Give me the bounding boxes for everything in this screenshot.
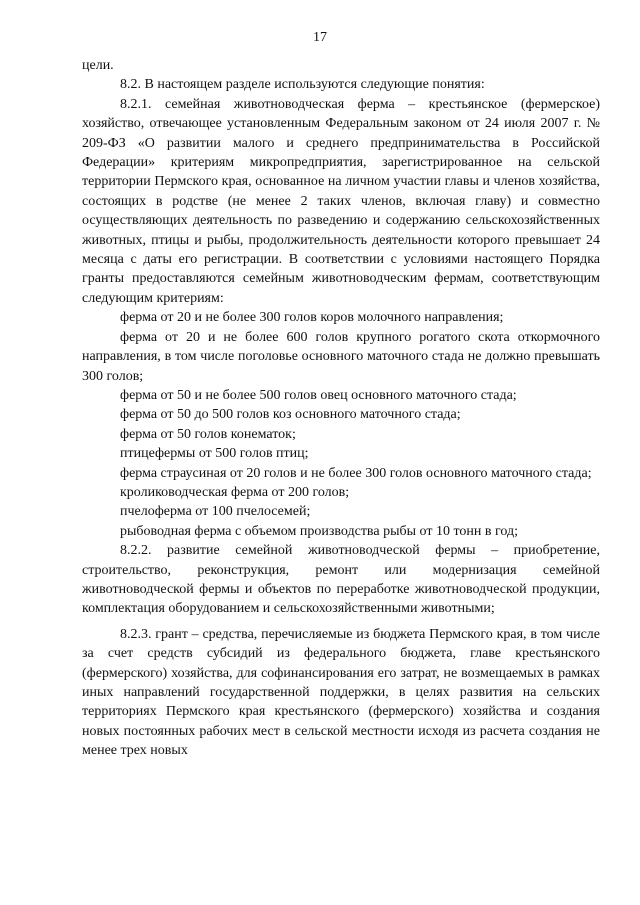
criteria-item-poultry: птицефермы от 500 голов птиц; — [120, 446, 309, 462]
criteria-item-dairy: ферма от 20 и не более 300 голов коров молочного направления; — [120, 310, 504, 326]
paragraph-definition-8-2-3: 8.2.3. грант – средства, перечисляемые из бюджета Пермского края, в том числе за счет средств субсидий из федерального бюджета, главе крестьянского (фермерского) хозяйства, для софинансирования его затрат, не возмещаемых в рамках иных направлений государственной поддержки, в целях развития на сельских территориях Пермского края крестьянского (фермерского) хозяйства и создания новых постоянных рабочих мест в сельской местности исходя из расчета создания не менее трех новых — [82, 626, 600, 759]
criteria-item-rabbits: кролиководческая ферма от 200 голов; — [120, 484, 350, 500]
page-number: 17 — [313, 30, 327, 45]
paragraph-definition-8-2-1: 8.2.1. семейная животноводческая ферма – крестьянское (фермерское) хозяйство, отвечающее установленным Федеральным законом от 24 июля 2007 г. № 209-ФЗ «О развитии малого и среднего предпринимательства в Российской Федерации» критериям микропредприятия, зарегистрированное на сельской территории Пермского края, основанное на личном участии главы и членов хозяйства, состоящих в родстве (не менее 2 таких членов, включая главу) и совместно осуществляющих деятельность по разведению и содержанию сельскохозяйственных животных, птицы и рыбы, продолжительность деятельности которого превышает 24 месяца с даты его регистрации. В соответствии с условиями настоящего Порядка гранты предоставляются семейным животноводческим фермам, соответствующим следующим критериям: — [82, 96, 600, 306]
paragraph-continuation: цели. — [82, 58, 114, 73]
document-body — [82, 56, 600, 761]
paragraph-definition-8-2-2: 8.2.2. развитие семейной животноводческой фермы – приобретение, строительство, реконструкция, ремонт или модернизация семейной животноводческой фермы и объектов по переработке животноводческой продукции, комплектация оборудованием и сельскохозяйственными животными; — [82, 543, 600, 617]
criteria-item-fish: рыбоводная ферма с объемом производства рыбы от 10 тонн в год; — [120, 523, 518, 539]
paragraph-section-8-2: 8.2. В настоящем разделе используются следующие понятия: — [120, 77, 485, 93]
criteria-item-cattle: ферма от 20 и не более 600 голов крупного рогатого скота откормочного направления, в том числе поголовье основного маточного стада не должно превышать 300 голов; — [82, 329, 600, 384]
criteria-item-ostrich: ферма страусиная от 20 голов и не более 300 голов основного маточного стада; — [120, 465, 592, 481]
criteria-item-bees: пчелоферма от 100 пчелосемей; — [120, 504, 311, 520]
criteria-item-sheep: ферма от 50 и не более 500 голов овец основного маточного стада; — [120, 387, 517, 403]
criteria-item-horses: ферма от 50 голов конематок; — [120, 426, 296, 442]
criteria-item-goats: ферма от 50 до 500 голов коз основного маточного стада; — [120, 407, 461, 423]
